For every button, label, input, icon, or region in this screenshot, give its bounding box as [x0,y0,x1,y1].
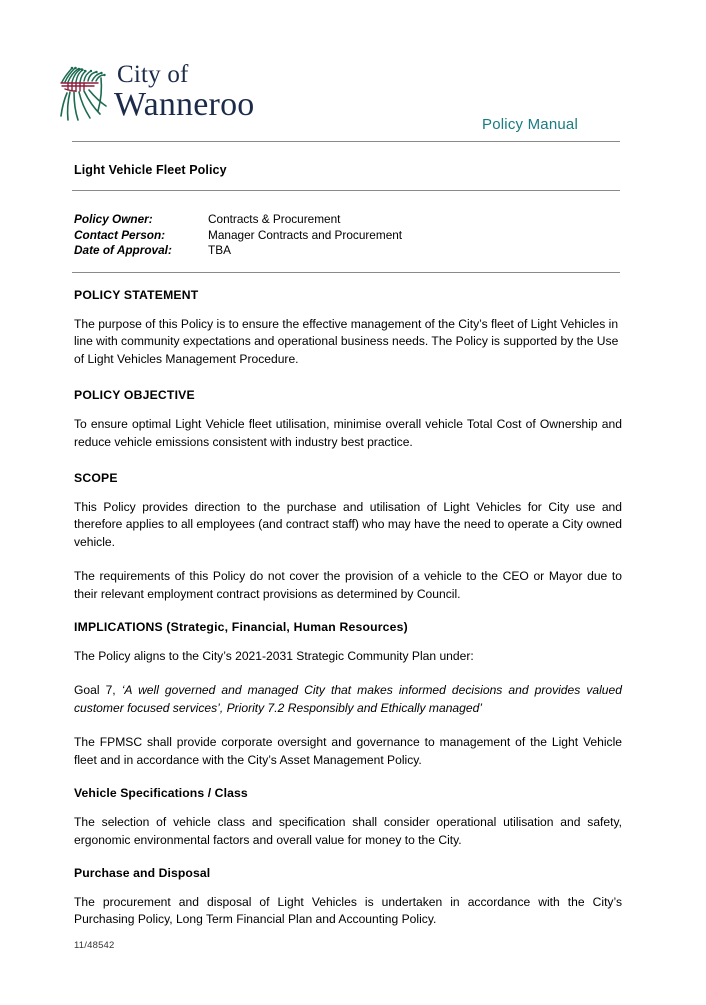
metadata-row-date-of-approval [74,243,402,259]
metadata-value-contact-person: Manager Contracts and Procurement [208,227,403,242]
policy-manual-label: Policy Manual [482,116,578,133]
paragraph-policy-statement: The purpose of this Policy is to ensure the effective management of the City’s fleet of Light Vehicles in line with community expectations and operational business needs. The Policy is supported by the Use of Light Vehicles Management Procedure. [74,317,619,366]
page-title: Light Vehicle Fleet Policy [74,163,227,177]
paragraph-implications-goal [74,682,622,717]
document-header [0,62,706,134]
title-divider-rule [72,190,620,191]
footer-reference: 11/48542 [74,940,115,951]
metadata-divider-rule [72,272,620,273]
goal-quote: ‘A well governed and managed City that makes informed decisions and provides valued customer focused services’, Priority 7.2 Responsibly and Ethically managed’ [74,683,622,715]
logo-line-wanneroo: Wanneroo [114,86,255,123]
paragraph-policy-objective: To ensure optimal Light Vehicle fleet utilisation, minimise overall vehicle Total Cost of Ownership and reduce vehicle emissions consistent with industry best practice. [74,417,622,449]
metadata-value-date-of-approval: TBA [208,243,231,257]
metadata-label-policy-owner: Policy Owner: [74,212,153,226]
metadata-row-policy-owner [74,212,402,228]
heading-policy-objective: POLICY OBJECTIVE [74,388,195,403]
heading-scope: SCOPE [74,471,118,486]
heading-policy-statement: POLICY STATEMENT [74,288,199,302]
metadata-row-contact-person [74,228,402,244]
logo-wordmark [114,62,254,122]
logo-line-city-of: City of [117,61,189,88]
metadata-label-date-of-approval: Date of Approval: [74,243,172,257]
document-body [74,288,622,946]
heading-vehicle-specifications: Vehicle Specifications / Class [74,786,248,801]
paragraph-scope-1: This Policy provides direction to the purchase and utilisation of Light Vehicles for City use and therefore applies to all employees (and contract staff) who may have the need to operate a City owned vehicle. [74,500,622,549]
paragraph-vehicle-specifications: The selection of vehicle class and specification shall consider operational utilisation and safety, ergonomic environmental factors and overall value for money to the City. [74,815,622,847]
heading-purchase-and-disposal: Purchase and Disposal [74,865,211,880]
wanneroo-grasstree-emblem-icon [58,66,110,122]
paragraph-implications-intro: The Policy aligns to the City’s 2021-2031 Strategic Community Plan under: [74,649,474,664]
paragraph-scope-2: The requirements of this Policy do not cover the provision of a vehicle to the CEO or Mayor due to their relevant employment contract provisions as determined by Council. [74,569,622,601]
policy-metadata [74,212,402,259]
paragraph-implications-fpmsc: The FPMSC shall provide corporate oversight and governance to management of the Light Vehicle fleet and in accordance with the City’s Asset Management Policy. [74,735,622,767]
metadata-label-contact-person: Contact Person: [74,227,166,242]
paragraph-purchase-and-disposal: The procurement and disposal of Light Vehicles is undertaken in accordance with the City’s Purchasing Policy, Long Term Financial Plan and Accounting Policy. [74,894,622,927]
metadata-value-policy-owner: Contracts & Procurement [208,212,341,226]
city-of-wanneroo-logo [58,62,254,122]
heading-implications: IMPLICATIONS (Strategic, Financial, Human Resources) [74,620,408,635]
header-divider-rule [72,141,620,142]
goal-prefix: Goal 7, [74,683,122,698]
